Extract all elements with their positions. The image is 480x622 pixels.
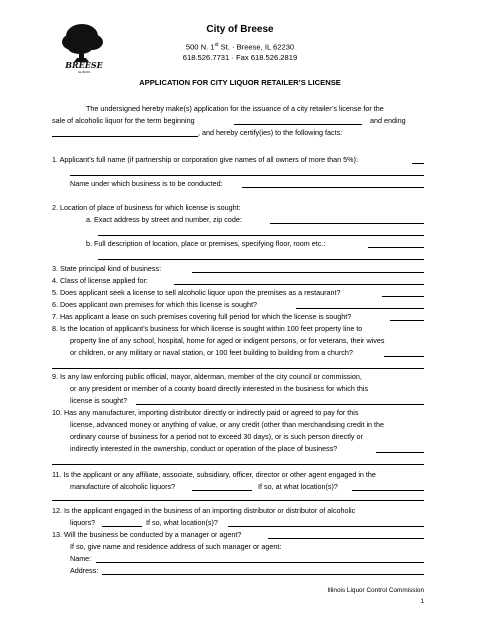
- q9-answer[interactable]: [136, 404, 424, 405]
- license-class-field[interactable]: [174, 284, 424, 285]
- q6-answer[interactable]: [296, 308, 424, 309]
- question-10-line-1: 10. Has any manufacturer, importing distributor directly or indirectly paid or agreed to pay for this: [52, 408, 359, 417]
- business-name-field[interactable]: [242, 187, 424, 188]
- city-name: City of Breese: [206, 24, 274, 35]
- q11-location-field[interactable]: [352, 490, 424, 491]
- question-2b: b. Full description of location, place or premises, specifying floor, room etc.:: [86, 239, 326, 248]
- q1-answer-a[interactable]: [412, 163, 424, 164]
- question-12-line-2a: liquors?: [70, 518, 96, 527]
- intro-line-3: , and hereby certify(ies) to the following facts:: [198, 128, 343, 137]
- q8-answer-a[interactable]: [384, 356, 424, 357]
- manager-name-label: Name:: [70, 554, 92, 563]
- intro-line-2a: sale of alcoholic liquor for the term beginning: [52, 116, 195, 125]
- question-11-line-1: 11. Is the applicant or any affiliate, associate, subsidiary, officer, director or other agent engaged in the: [52, 470, 376, 479]
- address-field-b[interactable]: [98, 235, 424, 236]
- logo-text: BREESE: [65, 60, 103, 70]
- question-11-line-2a: manufacture of alcoholic liquors?: [70, 482, 176, 491]
- q12-answer[interactable]: [102, 526, 142, 527]
- question-8-line-2: property line of any school, hospital, home for aged or indigent persons, or for veterans, their wives: [70, 336, 385, 345]
- q10-answer-b[interactable]: [52, 464, 424, 465]
- city-phones: 618.526.7731 · Fax 618.526.2819: [182, 53, 298, 62]
- address-field-a[interactable]: [270, 223, 424, 224]
- footer-org: Illinois Liquor Control Commission: [327, 587, 424, 594]
- intro-line-2b: and ending: [370, 116, 406, 125]
- q13-answer[interactable]: [268, 538, 424, 539]
- question-10-line-4: indirectly interested in the ownership, conduct or operation of the place of business?: [70, 444, 338, 453]
- manager-address-field[interactable]: [102, 574, 424, 575]
- question-8-line-1: 8. Is the location of applicant’s business for which license is sought within 100 feet property line to: [52, 324, 363, 333]
- question-7: 7. Has applicant a lease on such premises covering full period for which the license is sought?: [52, 312, 352, 321]
- q5-answer[interactable]: [382, 296, 424, 297]
- question-13b: If so, give name and residence address of such manager or agent:: [70, 542, 282, 551]
- question-12-line-1: 12. Is the applicant engaged in the business of an importing distributor or distributor of alcoholic: [52, 506, 356, 515]
- question-3: 3. State principal kind of business:: [52, 264, 162, 273]
- question-9-line-3: license is sought?: [70, 396, 128, 405]
- question-9-line-2: or any president or member of a county board directly interested in the business for which this: [70, 384, 369, 393]
- q11-answer[interactable]: [192, 490, 252, 491]
- manager-address-label: Address:: [70, 566, 99, 575]
- q12-location-field[interactable]: [228, 526, 424, 527]
- q11-location-field-b[interactable]: [52, 500, 424, 501]
- city-address: 500 N. 1st St. · Breese, IL 62230: [185, 42, 295, 52]
- question-2: 2. Location of place of business for which license is sought:: [52, 203, 241, 212]
- question-9-line-1: 9. Is any law enforcing public official, mayor, alderman, member of the city council or commission,: [52, 372, 362, 381]
- question-1: 1. Applicant’s full name (if partnership or corporation give names of all owners of more than 5%):: [52, 155, 358, 164]
- question-10-line-3: ordinary course of business for a period not to exceed 30 days), or is such person directly or: [70, 432, 363, 441]
- page-number: 1: [420, 598, 424, 605]
- location-field-a[interactable]: [368, 247, 424, 248]
- question-1b: Name under which business is to be conducted:: [70, 179, 223, 188]
- question-5: 5. Does applicant seek a license to sell alcoholic liquor upon the premises as a restaurant?: [52, 288, 341, 297]
- kind-of-business-field[interactable]: [192, 272, 424, 273]
- question-6: 6. Does applicant own premises for which this license is sought?: [52, 300, 257, 309]
- logo-subtext: ILLINOIS: [77, 70, 91, 74]
- q10-answer-a[interactable]: [376, 452, 424, 453]
- question-4: 4. Class of license applied for:: [52, 276, 148, 285]
- q8-answer-b[interactable]: [52, 368, 424, 369]
- question-11-line-2b: If so, at what location(s)?: [258, 482, 338, 491]
- q1-answer-b[interactable]: [70, 175, 424, 176]
- city-logo-tree: [56, 18, 112, 74]
- manager-name-field[interactable]: [96, 562, 424, 563]
- location-field-b[interactable]: [98, 259, 424, 260]
- question-2a: a. Exact address by street and number, zip code:: [86, 215, 242, 224]
- q7-answer[interactable]: [390, 320, 424, 321]
- question-12-line-2b: If so, what location(s)?: [146, 518, 218, 527]
- intro-line-1: The undersigned hereby make(s) application for the issuance of a city retailer’s license for the: [86, 104, 384, 113]
- term-begin-field[interactable]: [234, 124, 362, 125]
- page-title: APPLICATION FOR CITY LIQUOR RETAILER’S LICENSE: [139, 78, 341, 87]
- question-13: 13. Will the business be conducted by a manager or agent?: [52, 530, 242, 539]
- question-8-line-3: or children, or any military or naval station, or 100 feet building to building from a church?: [70, 348, 353, 357]
- term-end-field[interactable]: [52, 136, 198, 137]
- question-10-line-2: license, advanced money or anything of value, or any credit (other than merchandising credit in the: [70, 420, 385, 429]
